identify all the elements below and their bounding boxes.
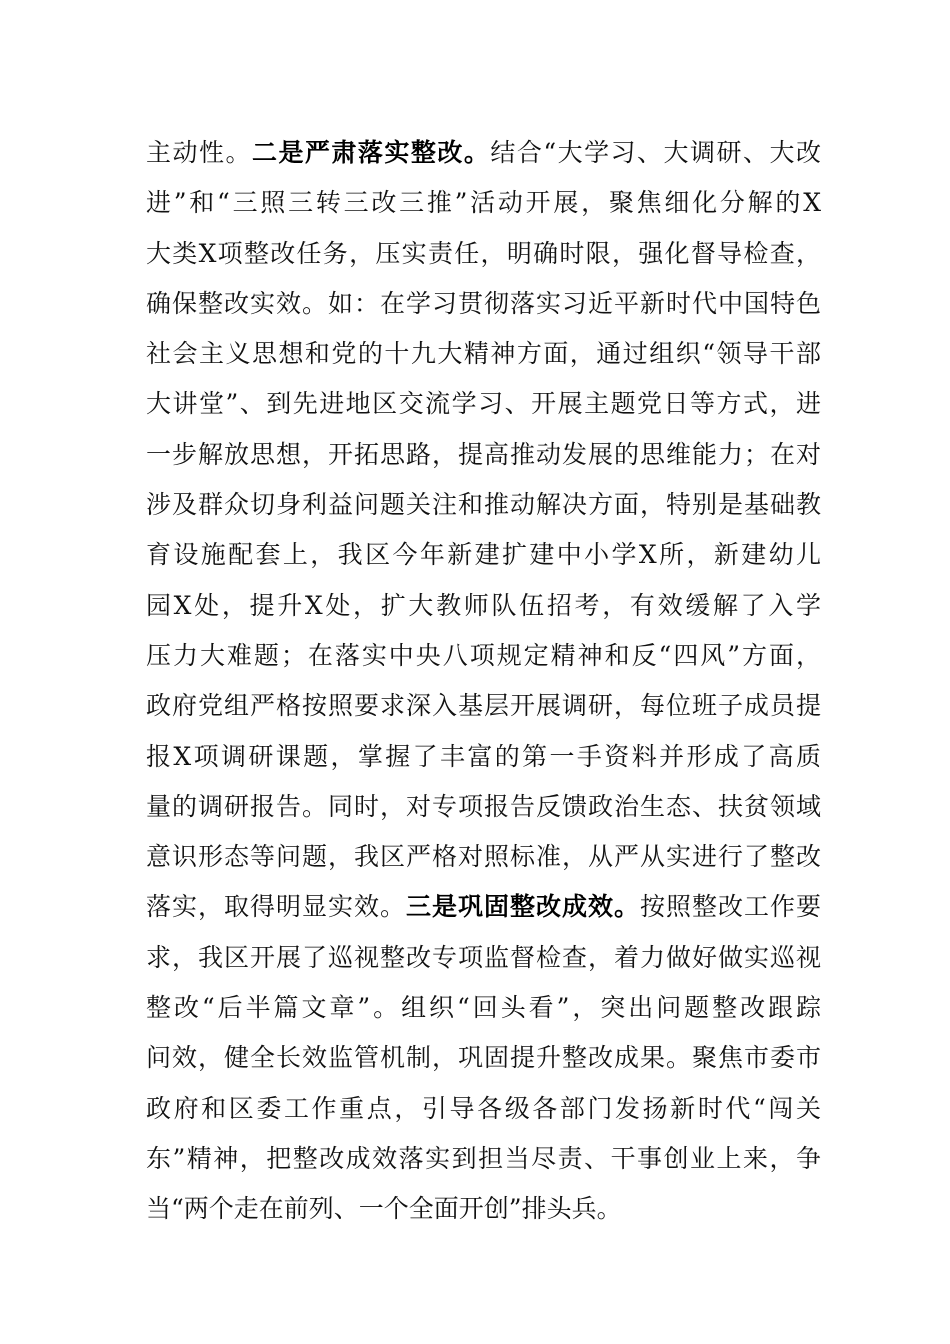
text-line — [146, 1134, 821, 1184]
text-line — [146, 229, 821, 279]
text-line — [146, 530, 821, 580]
text-line — [146, 1184, 821, 1234]
body-text: 育设施配套上，我区今年新建扩建中小学X所，新建幼儿 — [146, 540, 821, 570]
body-text: 一步解放思想，开拓思路，提高推动发展的思维能力；在对 — [146, 439, 821, 469]
text-line — [146, 430, 821, 480]
text-line — [146, 279, 821, 329]
text-line — [146, 128, 821, 178]
text-line — [146, 782, 821, 832]
body-text: 社会主义思想和党的十九大精神方面，通过组织“领导干部 — [146, 339, 821, 369]
text-line — [146, 329, 821, 379]
body-text: 结合“大学习、大调研、大改 — [490, 138, 821, 167]
body-text: 当“两个走在前列、一个全面开创”排头兵。 — [146, 1194, 622, 1224]
text-line — [146, 581, 821, 631]
body-text: 求，我区开展了巡视整改专项监督检查，着力做好做实巡视 — [146, 942, 821, 972]
body-text: 整改“后半篇文章”。组织“回头看”，突出问题整改跟踪 — [146, 993, 821, 1023]
text-line — [146, 631, 821, 681]
body-text: 政府和区委工作重点，引导各级各部门发扬新时代“闯关 — [146, 1093, 821, 1123]
text-line — [146, 379, 821, 429]
text-line — [146, 681, 821, 731]
text-line — [146, 732, 821, 782]
text-line — [146, 882, 821, 932]
body-text: 量的调研报告。同时，对专项报告反馈政治生态、扶贫领域 — [146, 791, 821, 821]
body-text: 进”和“三照三转三改三推”活动开展，聚焦细化分解的X — [146, 188, 821, 218]
body-text: 确保整改实效。如：在学习贯彻落实习近平新时代中国特色 — [146, 288, 821, 318]
text-line — [146, 983, 821, 1033]
body-text: 东”精神，把整改成效落实到担当尽责、干事创业上来，争 — [146, 1143, 821, 1173]
text-line — [146, 480, 821, 530]
body-text: 问效，健全长效监管机制，巩固提升整改成果。聚焦市委市 — [146, 1043, 821, 1073]
text-line — [146, 933, 821, 983]
text-line — [146, 1033, 821, 1083]
body-text: 报X项调研课题，掌握了丰富的第一手资料并形成了高质 — [146, 741, 821, 771]
body-text: 涉及群众切身利益问题关注和推动解决方面，特别是基础教 — [146, 490, 821, 520]
body-text: 政府党组严格按照要求深入基层开展调研，每位班子成员提 — [146, 691, 821, 721]
body-text: 园X处，提升X处，扩大教师队伍招考，有效缓解了入学 — [146, 590, 821, 620]
body-text: 大类X项整改任务，压实责任，明确时限，强化督导检查， — [146, 238, 821, 268]
body-text: 大讲堂”、到先进地区交流学习、开展主题党日等方式，进 — [146, 389, 821, 419]
text-line — [146, 832, 821, 882]
text-line — [146, 178, 821, 228]
body-text: 按照整改工作要 — [639, 892, 821, 922]
text-line — [146, 1084, 821, 1134]
body-text: 主动性。 — [146, 138, 252, 167]
bold-heading-text: 二是严肃落实整改。 — [251, 138, 491, 167]
body-text: 压力大难题；在落实中央八项规定精神和反“四风”方面， — [146, 640, 821, 670]
bold-heading-text: 三是巩固整改成效。 — [405, 892, 640, 922]
body-text: 意识形态等问题，我区严格对照标准，从严从实进行了整改 — [146, 842, 821, 872]
body-text: 落实，取得明显实效。 — [146, 892, 406, 922]
document-body — [146, 128, 821, 1235]
